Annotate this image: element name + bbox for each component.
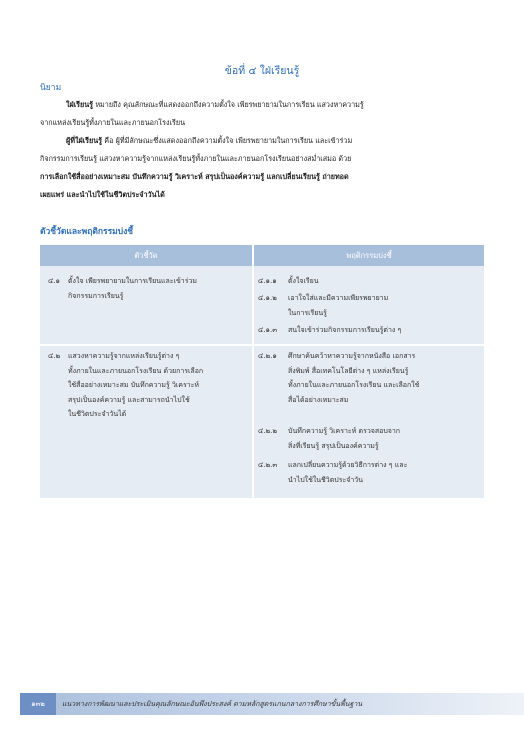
page-footer xyxy=(20,693,524,715)
behavior-code: ๔.๒.๒ xyxy=(258,427,277,435)
indicators-heading: ตัวชี้วัดและพฤติกรรมบ่งชี้ xyxy=(40,227,134,237)
behavior-text: แลกเปลี่ยนความรู้ด้วยวิธีการต่าง ๆ และ นำไปใช้ในชีวิตประจำวัน xyxy=(288,461,408,484)
behavior-code: ๔.๒.๑ xyxy=(258,352,277,360)
definition-heading: นิยาม xyxy=(40,83,62,93)
definition-term: ใฝ่เรียนรู้ xyxy=(66,100,94,109)
behavior-text: บันทึกความรู้ วิเคราะห์ ตรวจสอบจาก สิ่งที่เรียนรู้ สรุปเป็นองค์ความรู้ xyxy=(288,427,401,450)
definition-paragraph-2: ผู้ที่ใฝ่เรียนรู้ คือ ผู้ที่มีลักษณะซึ่งแสดงออกถึงความตั้งใจ เพียรพยายามในการเรียน และเข้าร่วม กิจกรรมการเรียนรู้ แสวงหาความรู้จากแหล่งเรียนรู้ทั้งภายในและภายนอกโรงเรียนอย่างสม่ำเสมอ ด้วย การเลือกใช้สื่ออย่างเหมาะสม บันทึกความรู้ วิเคราะห์ สรุปเป็นองค์ความรู้ แลกเปลี่ยนเรียนรู้ ถ่ายทอด เผยแพร่ และนำไปใช้ในชีวิตประจำวันได้ xyxy=(40,136,353,199)
behavior-code: ๔.๒.๓ xyxy=(258,461,278,469)
indicator-number: ๔.๒ xyxy=(48,352,61,360)
column-header-indicator: ตัวชี้วัด xyxy=(134,251,158,260)
indicator-text: แสวงหาความรู้จากแหล่งเรียนรู้ต่าง ๆ ทั้งภายในและภายนอกโรงเรียน ด้วยการเลือก ใช้สื่ออย่างเหมาะสม บันทึกความรู้ วิเคราะห์ สรุปเป็นองค์ความรู้ และสามารถนำไปใช้ ในชีวิตประจำวันได้ xyxy=(68,352,204,418)
indicator-text: ตั้งใจ เพียรพยายามในการเรียนและเข้าร่วม กิจกรรมการเรียนรู้ xyxy=(68,277,198,300)
behavior-text: เอาใจใส่และมีความเพียรพยายาม ในการเรียนรู้ xyxy=(288,294,389,317)
behavior-text: สนใจเข้าร่วมกิจกรรมการเรียนรู้ต่าง ๆ xyxy=(288,326,402,334)
behavior-text: ตั้งใจเรียน xyxy=(288,277,319,285)
page-number: ๑๓๒ xyxy=(20,693,56,715)
learner-term: ผู้ที่ใฝ่เรียนรู้ xyxy=(66,136,102,145)
column-divider xyxy=(252,245,254,498)
behavior-code: ๔.๑.๓ xyxy=(258,326,277,334)
page-title: ข้อที่ ๔ ใฝ่เรียนรู้ xyxy=(224,65,300,77)
row-divider xyxy=(40,344,484,346)
indicators-table xyxy=(40,245,484,498)
behavior-code: ๔.๑.๒ xyxy=(258,294,277,302)
footer-title: แนวทางการพัฒนาและประเมินคุณลักษณะอันพึงประสงค์ ตามหลักสูตรแกนกลางการศึกษาขั้นพื้นฐาน xyxy=(62,700,363,708)
behavior-text: ศึกษาค้นคว้าหาความรู้จากหนังสือ เอกสาร สิ่งพิมพ์ สื่อเทคโนโลยีต่าง ๆ แหล่งเรียนรู้ ทั้งภายในและภายนอกโรงเรียน และเลือกใช้ สื่อได้อย่างเหมาะสม xyxy=(288,352,420,404)
column-header-behavior: พฤติกรรมบ่งชี้ xyxy=(346,251,392,260)
table-header xyxy=(40,245,484,266)
behavior-code: ๔.๑.๑ xyxy=(258,277,277,285)
definition-paragraph-1: ใฝ่เรียนรู้ หมายถึง คุณลักษณะที่แสดงออกถึงความตั้งใจ เพียรพยายามในการเรียน แสวงหาความรู้ จากแหล่งเรียนรู้ทั้งภายในและภายนอกโรงเรียน xyxy=(40,100,364,127)
indicator-number: ๔.๑ xyxy=(48,277,60,285)
